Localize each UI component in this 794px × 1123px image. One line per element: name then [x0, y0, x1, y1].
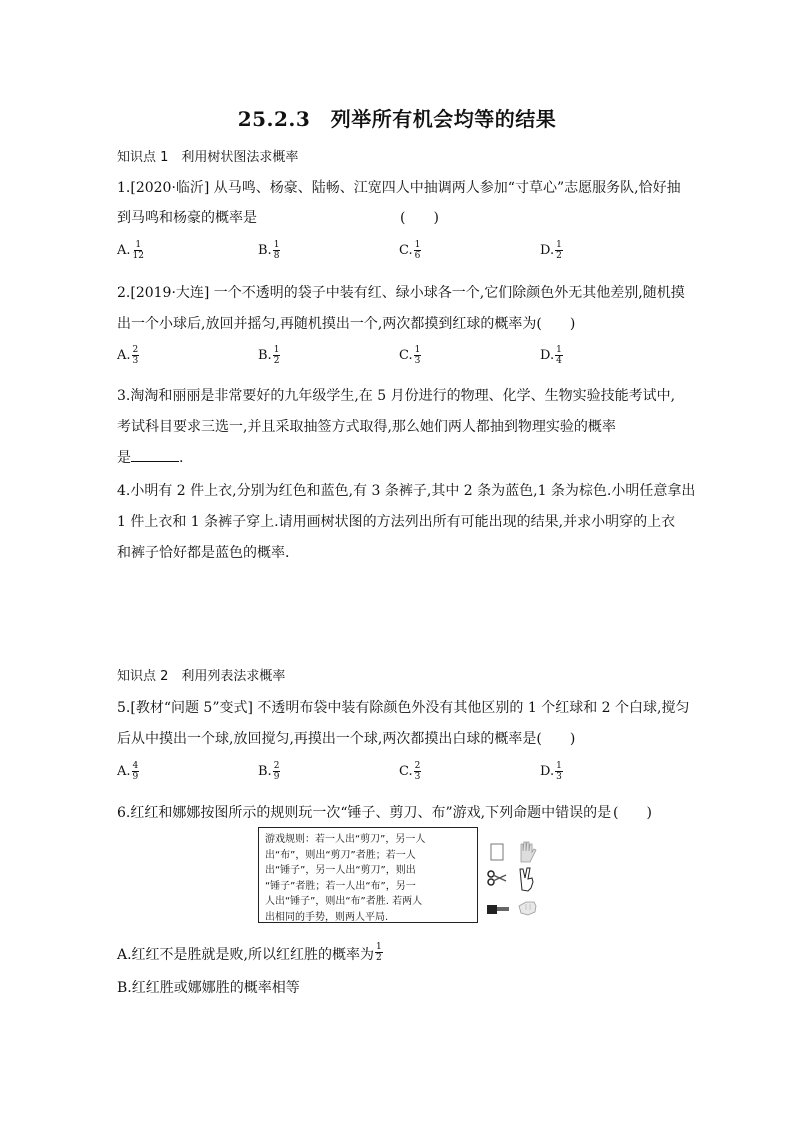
q6-line1: 6.红红和娜娜按图所示的规则玩一次“锤子、剪刀、布”游戏,下列命题中错误的是 — [117, 805, 612, 821]
knowledge-point-1: 知识点 1 利用树状图法求概率 — [117, 150, 299, 165]
q1-option-d: D. $\frac{1}{2}$ — [540, 240, 562, 261]
q6-answer-paren: ( ) — [613, 805, 652, 821]
page-title: 25.2.3 列举所有机会均等的结果 — [237, 107, 557, 131]
q2-option-a: A. $\frac{2}{3}$ — [117, 345, 139, 366]
q2-option-c: C. $\frac{1}{3}$ — [399, 345, 421, 366]
q4-line2: 1 件上衣和 1 条裤子穿上.请用画树状图的方法列出所有可能出现的结果,并求小明穿的上衣 — [117, 514, 676, 530]
paper-icon — [488, 842, 506, 862]
q6-option-b: B.红红胜或娜娜胜的概率相等 — [117, 980, 300, 996]
answer-blank[interactable] — [131, 449, 179, 462]
q5-line1: 5.[教材“问题 5”变式] 不透明布袋中装有除颜色外没有其他区别的 1 个红球和 2 个白球,搅匀 — [117, 700, 690, 716]
rule-line: 出相同的手势，则两人平局. — [265, 911, 389, 923]
hammer-icon — [485, 900, 511, 918]
q1-option-a: A. $\frac{1}{12}$ — [117, 240, 144, 261]
q5-line2: 后从中摸出一个球,放回搅匀,再摸出一个球,两次都摸出白球的概率是( ) — [117, 731, 576, 747]
q3-line1: 3.淘淘和丽丽是非常要好的九年级学生,在 5 月份进行的物理、化学、生物实验技能考试中, — [117, 388, 676, 404]
q1-option-c: C. $\frac{1}{6}$ — [399, 240, 421, 261]
q1-option-b: B. $\frac{1}{8}$ — [258, 240, 280, 261]
q3-line3: 是 . — [117, 450, 184, 466]
q5-option-b: B. $\frac{2}{9}$ — [258, 761, 280, 782]
game-rules-box — [258, 827, 478, 923]
q5-option-c: C. $\frac{2}{3}$ — [399, 761, 421, 782]
q5-option-d: D. $\frac{1}{3}$ — [540, 761, 562, 782]
rule-line: “锤子”者胜；若一人出“布”，另一 — [265, 880, 416, 892]
open-hand-icon — [516, 840, 538, 864]
q2-line2: 出一个小球后,放回并摇匀,再随机摸出一个,两次都摸到红球的概率为( ) — [117, 316, 576, 332]
q2-line1: 2.[2019·大连] 一个不透明的袋子中装有红、绿小球各一个,它们除颜色外无其他差别,随机摸 — [117, 285, 685, 301]
rule-line: 出“布”，则出“剪刀”者胜；若一人 — [265, 849, 416, 861]
q3-line2: 考试科目要求三选一,并且采取抽签方式取得,那么她们两人都抽到物理实验的概率 — [117, 419, 616, 435]
q1-line1: 1.[2020·临沂] 从马鸣、杨豪、陆畅、江宽四人中抽调两人参加“寸草心”志愿服务队,恰好抽 — [117, 180, 681, 196]
q1-answer-paren: ( ) — [400, 210, 439, 226]
q2-option-b: B. $\frac{1}{2}$ — [258, 345, 280, 366]
q6-option-a: A.红红不是胜就是败,所以红红胜的概率为 $\frac{1}{2}$ — [117, 942, 382, 963]
scissors-icon — [486, 869, 508, 887]
rule-line: 游戏规则：若一人出“剪刀”，另一人 — [265, 834, 426, 845]
q2-option-d: D. $\frac{1}{4}$ — [540, 345, 562, 366]
knowledge-point-2: 知识点 2 利用列表法求概率 — [117, 669, 286, 684]
q1-line2: 到马鸣和杨豪的概率是 — [117, 210, 257, 226]
q4-line1: 4.小明有 2 件上衣,分别为红色和蓝色,有 3 条裤子,其中 2 条为蓝色,1 条为棕色.小明任意拿出 — [117, 483, 696, 499]
victory-hand-icon — [516, 866, 538, 892]
q5-option-a: A. $\frac{4}{9}$ — [117, 761, 139, 782]
fist-icon — [516, 898, 538, 918]
rule-line: 出“锤子”，另一人出“剪刀”，则出 — [265, 865, 416, 876]
rule-line: 人出“锤子”，则出“布”者胜. 若两人 — [265, 896, 423, 907]
q4-line3: 和裤子恰好都是蓝色的概率. — [117, 545, 290, 561]
